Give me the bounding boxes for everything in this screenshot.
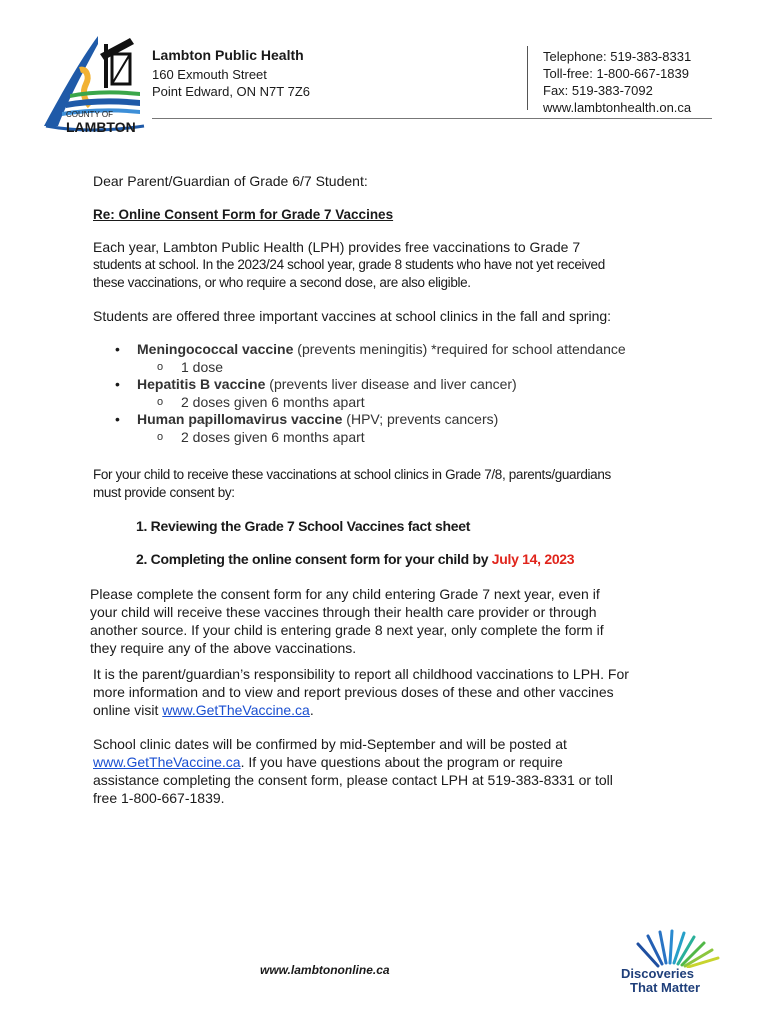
contact-web: www.lambtonhealth.on.ca: [543, 100, 692, 115]
complete-paragraph: [90, 585, 604, 657]
contact-block: [543, 48, 691, 116]
clinic-line: free 1-800-667-1839.: [93, 790, 225, 806]
step-2-text: 2. Completing the online consent form for your child by: [136, 551, 492, 567]
vaccine-desc: (prevents meningitis) *required for school attendance: [293, 341, 626, 357]
step-2: [136, 551, 574, 567]
clinic-line: [93, 753, 613, 771]
step-1: 1. Reviewing the Grade 7 School Vaccines fact sheet: [136, 518, 471, 534]
complete-line: Please complete the consent form for any child entering Grade 7 next year, even if: [90, 586, 600, 602]
resp-line: It is the parent/guardian’s responsibility to report all childhood vaccinations to LPH. For: [93, 666, 629, 682]
salutation: Dear Parent/Guardian of Grade 6/7 Student:: [93, 173, 368, 189]
contact-telephone: Telephone: 519-383-8331: [543, 49, 692, 64]
county-logo: [40, 30, 148, 140]
vaccine-dose: o 2 doses given 6 months apart: [93, 394, 693, 412]
intro-line: these vaccinations, or who require a second dose, are also eligible.: [93, 275, 471, 290]
logo-lambton: LAMBTON: [66, 119, 136, 135]
contact-tollfree: Toll-free: 1-800-667-1839: [543, 66, 689, 81]
vaccine-name: Hepatitis B vaccine: [137, 376, 266, 392]
tagline-1: Discoveries: [621, 966, 694, 981]
intro-line: students at school. In the 2023/24 school year, grade 8 students who have not yet received: [93, 257, 605, 272]
resp-line: [93, 701, 629, 719]
consent-line: For your child to receive these vaccinations at school clinics in Grade 7/8, parents/guardians: [93, 467, 611, 482]
discoveries-logo: [618, 928, 728, 998]
vaccine-item: [93, 341, 693, 359]
resp-text: online visit: [93, 702, 163, 718]
vaccine-dose: o 2 doses given 6 months apart: [93, 429, 693, 447]
footer-url: www.lambtononline.ca: [260, 963, 390, 977]
resp-line: more information and to view and report previous doses of these and other vaccines: [93, 684, 614, 700]
header-divider: [527, 46, 528, 110]
vaccine-dose: o 1 dose: [93, 359, 693, 377]
vaccine-item: [93, 411, 693, 429]
intro-line: Each year, Lambton Public Health (LPH) provides free vaccinations to Grade 7: [93, 239, 581, 255]
logo-county-of: COUNTY OF: [66, 110, 113, 119]
org-address-2: Point Edward, ON N7T 7Z6: [152, 84, 310, 99]
vaccine-list: [93, 341, 693, 446]
resp-text: .: [309, 702, 314, 718]
vaccine-name: Human papillomavirus vaccine: [137, 411, 343, 427]
vaccine-desc: (prevents liver disease and liver cancer): [265, 376, 517, 392]
org-address-1: 160 Exmouth Street: [152, 67, 267, 82]
subject-line: Re: Online Consent Form for Grade 7 Vaccines: [93, 207, 394, 222]
header-rule: [152, 118, 712, 119]
complete-line: your child will receive these vaccines through their health care provider or through: [90, 604, 597, 620]
vaccine-name: Meningococcal vaccine: [137, 341, 294, 357]
getthevaccine-link[interactable]: www.GetTheVaccine.ca: [162, 702, 310, 718]
responsibility-paragraph: [93, 665, 629, 719]
getthevaccine-link-2[interactable]: www.GetTheVaccine.ca: [93, 754, 241, 770]
consent-line: must provide consent by:: [93, 485, 235, 500]
clinic-paragraph: [93, 735, 613, 807]
complete-line: another source. If your child is entering grade 8 next year, only complete the form if: [90, 622, 604, 638]
vaccine-item: [93, 376, 693, 394]
clinic-text: . If you have questions about the program or require: [240, 754, 563, 770]
vaccine-desc: (HPV; prevents cancers): [342, 411, 499, 427]
clinic-line: School clinic dates will be confirmed by mid-September and will be posted at: [93, 736, 567, 752]
fan-icon: [618, 928, 728, 968]
consent-paragraph: [93, 466, 611, 502]
deadline-date: July 14, 2023: [491, 551, 575, 567]
tagline-2: That Matter: [630, 980, 701, 995]
complete-line: they require any of the above vaccinations.: [90, 640, 357, 656]
clinic-line: assistance completing the consent form, please contact LPH at 519-383-8331 or toll: [93, 772, 613, 788]
intro-paragraph: [93, 238, 605, 292]
offered-text: Students are offered three important vaccines at school clinics in the fall and spring:: [93, 308, 612, 324]
org-name: Lambton Public Health: [152, 47, 304, 63]
contact-fax: Fax: 519-383-7092: [543, 83, 653, 98]
